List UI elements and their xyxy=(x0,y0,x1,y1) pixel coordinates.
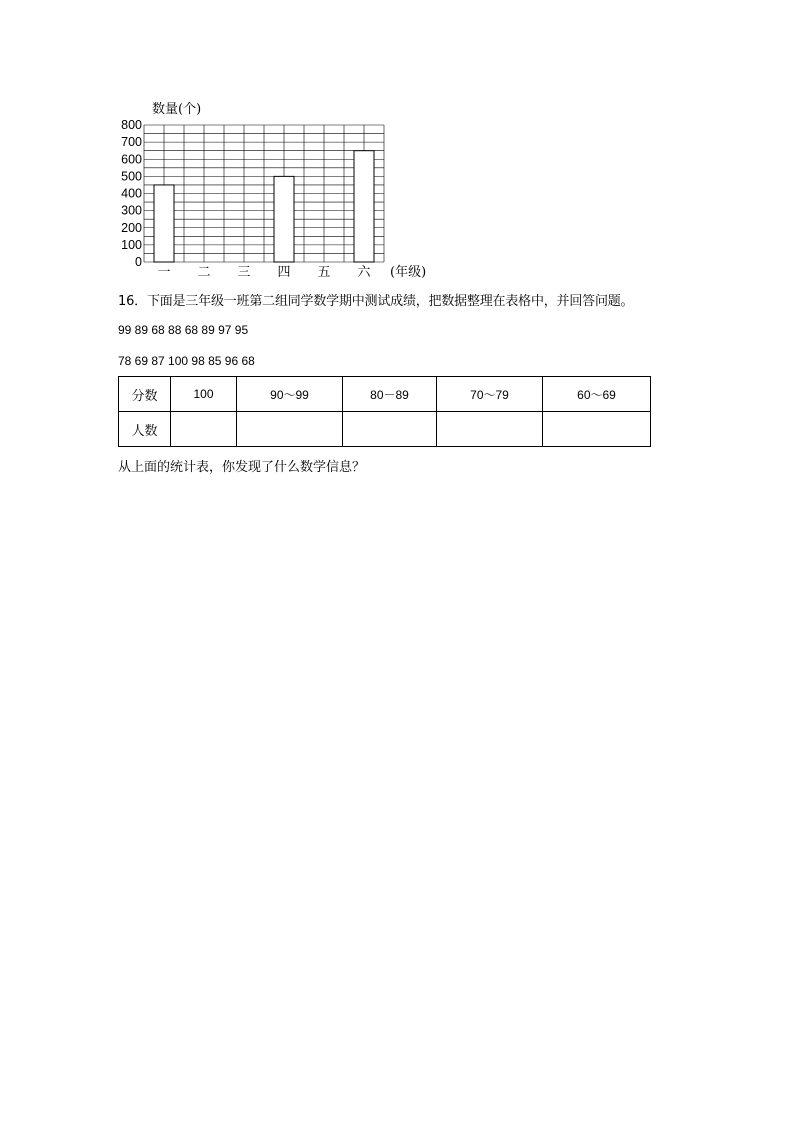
follow-up-question: 从上面的统计表，你发现了什么数学信息？ xyxy=(118,460,366,475)
y-tick-label: 100 xyxy=(121,237,142,252)
table-row-counts xyxy=(119,412,651,447)
y-tick-labels xyxy=(121,118,142,269)
x-tick-label: 五 xyxy=(317,265,331,280)
bar-grade-1 xyxy=(154,185,174,262)
question-16-title: 16．下面是三年级一班第二组同学数学期中测试成绩，把数据整理在表格中，并回答问题。 xyxy=(118,294,634,309)
chart-grid xyxy=(144,125,384,262)
x-tick-label: 二 xyxy=(197,265,211,280)
table-header-score: 分数 xyxy=(119,377,171,412)
y-tick-label: 500 xyxy=(121,169,142,184)
scores-line-2: 78 69 87 100 98 85 96 68 xyxy=(118,354,255,368)
x-tick-label: 三 xyxy=(237,265,251,280)
table-cell-range: 90～99 xyxy=(237,377,343,412)
table-cell-range: 70～79 xyxy=(437,377,543,412)
x-axis-label: (年级) xyxy=(390,265,427,280)
bar-chart xyxy=(112,96,452,286)
y-tick-label: 0 xyxy=(135,255,142,269)
scores-line-1: 99 89 68 88 68 89 97 95 xyxy=(118,323,249,337)
x-tick-labels xyxy=(157,265,371,280)
y-axis-label: 数量(个) xyxy=(152,102,202,117)
table-row-score-ranges xyxy=(119,377,651,412)
y-tick-label: 200 xyxy=(121,220,142,235)
score-table xyxy=(118,376,651,447)
y-tick-label: 700 xyxy=(121,135,142,150)
table-cell-range: 80－89 xyxy=(343,377,437,412)
table-cell-range: 60～69 xyxy=(543,377,651,412)
table-cell-range: 100 xyxy=(171,377,237,412)
x-tick-label: 六 xyxy=(357,265,371,280)
bar-grade-4 xyxy=(274,176,294,262)
y-tick-label: 800 xyxy=(121,118,142,132)
table-cell-blank[interactable] xyxy=(543,412,651,447)
bar-grade-6 xyxy=(354,151,374,262)
y-tick-label: 600 xyxy=(121,152,142,167)
x-tick-label: 一 xyxy=(157,265,171,280)
table-header-count: 人数 xyxy=(119,412,171,447)
table-cell-blank[interactable] xyxy=(237,412,343,447)
y-tick-label: 400 xyxy=(121,186,142,201)
y-tick-label: 300 xyxy=(121,203,142,218)
table-cell-blank[interactable] xyxy=(171,412,237,447)
x-tick-label: 四 xyxy=(277,265,291,280)
table-cell-blank[interactable] xyxy=(437,412,543,447)
table-cell-blank[interactable] xyxy=(343,412,437,447)
